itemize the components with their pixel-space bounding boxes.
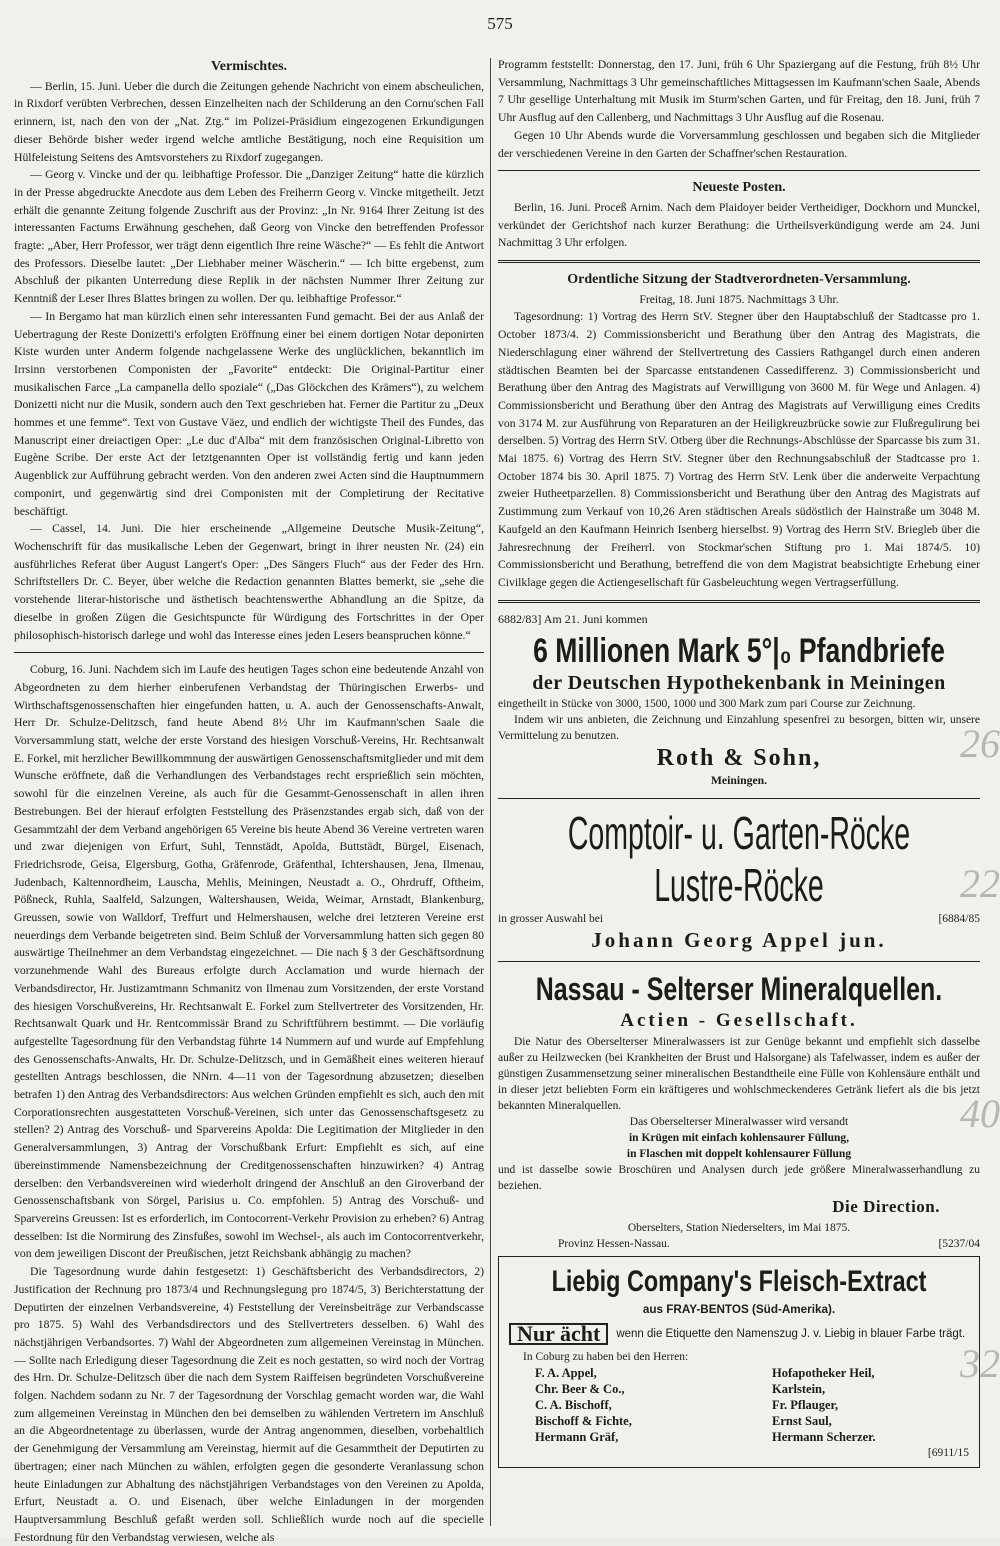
dealer-name: C. A. Bischoff, xyxy=(535,1397,612,1412)
ad-subheadline: aus FRAY-BENTOS (Süd-Amerika). xyxy=(642,1303,836,1317)
ad-reference-number: [5237/04 xyxy=(938,1238,980,1251)
ad-province: Provinz Hessen-Nassau. xyxy=(558,1238,670,1251)
article-coburg-agenda: Die Tagesordnung wurde dahin festgesetzt: 1) Geschäftsbericht des Verbandsdirectors, 2) Justification der Rechnung pro 1873/4 und Rechnungslegung pro 1874/5, 3) Berichterstattung der Deputirten der einzelnen Verbandsvereine, 4) Feststellung der Vereinsbeiträge zur Verbandscasse pro 1875. 5) Wahl des Verbandsdirectors und des Stellvertreters desselben. 6) Wahl des nächstjährigen Verbandsortes. 7) Wahl der Abgeordneten zum allgemeinen Vereinstag in München. — Sollte nach Erledigung dieser Tagesordnung die Zeit es noch gestatten, so wird noch der Vortrag des Hrn. Dr. Schulze-Delitzsch über die nach dem System Raiffeisen begründeten Vorschußvereine folgen. Nachdem sodann zu Nr. 7 der Tagesordnung der Vorschlag gemacht worden war, die Wahl zum allgemeinen Vereinstag in München den bei demselben zu wählenden Vertretern im Anschluß an die Abgeordnetentage zu überlassen, wurde der Antrag angenommen, dieselben, vorbehaltlich der Genehmigung der Versammlung am Vereinstag, hiermit auf die Gesammtheit der Deputirten zu übertragen; einer nach München zu wählen, erfolgten gegen die gesonderte Veranlassung schon heute Einladungen zur Abhaltung des nächstjährigen Verbandstages von den Vereinen zu Apolda, Erfurt, Neustadt a. O. und Eisenach, über welche Einladungen in der morgenden Hauptversammlung Beschluß gefaßt werden soll. Schließlich wurde noch auf die specielle Festordnung für den Verbandstag verwiesen, welche als xyxy=(14,1265,484,1544)
article-berlin: — Berlin, 15. Juni. Ueber die durch die Zeitungen gehende Nachricht von einem abscheulichen, in Rixdorf verübten Verbrechen, dessen Einzelheiten nach der Schilderung an den Cornu'schen Fall erinnern, ist, nach den von der „Nat. Ztg.“ im Polizei-Präsidium eingezogenen Erkundigungen dieser Behörde bisher weder irgend welche amtliche Bestätigung, noch eine Requisition um Hülfeleistung Seitens des Amtsvorstehers zu Rixdorf zugegangen. xyxy=(14,79,484,164)
margin-mark: 40 xyxy=(960,1091,1000,1136)
dealer-name: Hofapotheker Heil, xyxy=(772,1365,875,1380)
ad-reference xyxy=(498,611,980,629)
ad-text: in Flaschen mit doppelt kohlensaurer Füllung xyxy=(626,1148,852,1161)
dealer-name: Ernst Saul, xyxy=(772,1413,832,1428)
ad-text: und ist dasselbe sowie Broschüren und Analysen durch jede größere Mineralwasserhandlung zu beziehen. xyxy=(498,1164,980,1193)
ad-headline: Comptoir- u. Garten-Röcke xyxy=(567,807,911,860)
ad-headline: Liebig Company's Fleisch-Extract xyxy=(551,1265,927,1299)
right-column xyxy=(498,56,980,1531)
ad-text: Das Oberselterser Mineralwasser wird versandt xyxy=(629,1116,849,1129)
ad-text: eingetheilt in Stücke von 3000, 1500, 1000 und 300 Mark zum pari Course zur Zeichnung. xyxy=(498,698,916,711)
divider xyxy=(498,260,980,263)
dealer-name: Hermann Gräf, xyxy=(535,1429,619,1444)
ad-signature: Die Direction. xyxy=(832,1197,940,1217)
ad-reference-number: 6882/83] xyxy=(498,611,542,626)
council-date: Freitag, 18. Juni 1875. Nachmittags 3 Uhr. xyxy=(639,292,839,306)
divider xyxy=(498,961,980,962)
dealer-name: Karlstein, xyxy=(772,1381,826,1396)
ad-nur-aecht: Nur ächt xyxy=(509,1323,608,1345)
ad-roecke xyxy=(498,807,980,953)
article-cassel: — Cassel, 14. Juni. Die hier erscheinende „Allgemeine Deutsche Musik-Zeitung“, Wochenschrift für das musikalische Leben der Gegenwart, bringt in ihrer neusten Nr. (24) ein ausführliches Referat über August Langert's Oper: „Des Sängers Fluch“ aus der Feder des Hrn. Schriftstellers Dr. C. Beyer, über welche die Redaction genannten Blattes bemerkt, sie „sehe die vorstehende literar-historische und ästhetisch beachtenswerthe Abhandlung an die Spitze, da dieselbe in großen Zügen die Gesichtspuncte für Würdigung des Fortschrittes in der Oper philosophisch-historisch darlege und wohl das Interesse eines jeden Lesers beanspruchen könne.“ xyxy=(14,522,484,642)
ad-headline: Nassau - Selterser Mineralquellen. xyxy=(535,971,943,1008)
margin-mark: 22 xyxy=(960,861,1000,906)
dealer-name: Fr. Pflauger, xyxy=(772,1397,839,1412)
ad-text: in grosser Auswahl bei xyxy=(498,913,604,926)
ad-note: wenn die Etiquette den Namenszug J. v. Liebig in blauer Farbe trägt. xyxy=(616,1327,966,1340)
divider xyxy=(498,170,980,171)
ad-firm-name: Johann Georg Appel jun. xyxy=(591,928,887,953)
council-heading: Ordentliche Sitzung der Stadtverordneten-Versammlung. xyxy=(567,272,911,288)
column-divider xyxy=(490,58,491,1526)
margin-mark: 32 xyxy=(960,1341,1000,1386)
ad-intro: In Coburg zu haben bei den Herren: xyxy=(523,1350,689,1363)
article-coburg-closing: Gegen 10 Uhr Abends wurde die Vorversammlung geschlossen und begaben sich die Mitglieder der verschiedenen Vereine in den Garten der Schaffner'schen Restauration. xyxy=(498,128,980,160)
article-coburg-continued: Programm feststellt: Donnerstag, den 17. Juni, früh 6 Uhr Spaziergang auf die Festung, früh 8½ Uhr Versammlung, Nachmittags 3 Uhr gemeinschaftliches Mittagsessen im Kaufmann'schen Saale, Abends 7 Uhr gesellige Unterhaltung mit Musik im Sturm'schen Garten, und für Freitag, den 18. Juni, früh 7 Uhr Ausflug auf den Callenberg, und Nachmittags 3 Uhr Ausflug auf die Rosenau. xyxy=(498,58,980,125)
ad-text: Indem wir uns anbieten, die Zeichnung und Einzahlung spesenfrei zu besorgen, bitten wir, unsere Vermittelung zu benutzen. xyxy=(498,714,980,743)
ad-headline: Lustre-Röcke xyxy=(654,859,824,912)
ad-pfandbriefe xyxy=(498,611,980,790)
ad-place: Oberselters, Station Niederselters, im Mai 1875. xyxy=(627,1222,851,1235)
article-bergamo: — In Bergamo hat man kürzlich einen sehr interessanten Fund gemacht. Bei der aus Anlaß der Uebertragung der Reste Donizetti's erfolgten Eröffnung einer bei einem dortigen Notar deponirten Kiste wurden unter Anderm folgende nachgelassene Werke des unglücklichen, bekanntlich im Irrsinn verstorbenen Componisten der „Favorite“ entdeckt: Die Original-Partitur einer musikalischen Farce „La campanella dello spoziale“ („Das Glöckchen des Krämers“), zu welchem Donizetti nicht nur die Musik, sondern auch den Text geschrieben hat. Ferner die Partitur zu „Deux hommes et une femme“. Text von Gustave Väez, und endlich der wichtigste Theil des Fundes, das Manuscript einer dreiactigen Oper: „Le duc d'Alba“ mit dem französischen Original-Libretto von Eugène Scribe. Der erste Act der letztgenannten Oper ist vollständig fertig und kann jeden Augenblick zur Aufführung gebracht werden. Von den anderen zwei Acten sind die Hauptnummern componirt, und gegenwärtig sind drei Componisten mit der Completirung der Recitative beschäftigt. xyxy=(14,309,484,518)
dealer-name: Chr. Beer & Co., xyxy=(535,1381,625,1396)
ad-text: Die Natur des Oberselterser Mineralwassers ist zur Genüge bekannt und empfiehlt sich dasselbe außer zu Heilzwecken (bei Krankheiten der Brust und Halsorgane) als Tafelwasser, indem es außer der günstigen Zusammensetzung seiner mineralischen Bestandtheile eine Fülle von Kohlensäure enthält und in dieser jetzt beliebten Form ein kräftigeres und wohlschmeckenderes Getränk liefert als die bis jetzt bekannten Mineralquellen. xyxy=(498,1036,980,1113)
ad-subheadline: Actien - Gesellschaft. xyxy=(620,1010,858,1032)
ad-headline: 6 Millionen Mark 5°|₀ Pfandbriefe xyxy=(533,632,945,671)
news-heading: Neueste Posten. xyxy=(692,180,786,196)
divider xyxy=(498,600,980,603)
dealer-name: Hermann Scherzer. xyxy=(772,1429,876,1444)
margin-mark: 26 xyxy=(960,721,1000,766)
dealer-list xyxy=(509,1365,969,1445)
ad-subheadline: der Deutschen Hypothekenbank in Meiningen xyxy=(532,672,946,695)
article-vincke: — Georg v. Vincke und der qu. leibhaftige Professor. Die „Danziger Zeitung“ hatte die kürzlich in der Presse abgedruckte Anecdote aus dem Leben des Freiherrn Georg v. Vincke mitgetheilt. Jetzt erhält die genannte Zeitung folgende Zuschrift aus der Provinz: „In Nr. 9164 Ihrer Zeitung ist des interessanten Factums Erwähnung geschehen, daß Georg von Vincke den betreffenden Professor fragte: „Aber, Herr Professor, wer trägt denn eigentlich Ihre reine Wäsche?“ — Es fehlt die Antwort des Professors. Dieselbe lautet: „Der Liebhaber meiner Wäscherin.“ — Ich bitte ergebenst, zum Abschluß der pikanten Unterredung diese Replik in der nächsten Nummer Ihrer Zeitung zur Kenntniß der Leser Ihres Blattes bringen zu wollen. Der qu. leibhaftige Professor.“ xyxy=(14,168,484,306)
news-text: Berlin, 16. Juni. Proceß Arnim. Nach dem Plaidoyer beider Vertheidiger, Dockhorn und Munckel, verkündet der Gerichtshof nach kurzer Berathung: die Urtheilsverkündigung werde am 24. Juni Nachmittag 3 Uhr erfolgen. xyxy=(498,200,980,250)
dealer-name: Bischoff & Fichte, xyxy=(535,1413,632,1428)
ad-selters xyxy=(498,970,980,1252)
ad-liebig xyxy=(498,1256,980,1467)
ad-reference-number: [6911/15 xyxy=(927,1446,969,1459)
ad-text: in Krügen mit einfach kohlensaurer Füllung, xyxy=(628,1132,850,1145)
ad-firm-city: Meiningen. xyxy=(710,774,768,788)
ad-firm-name: Roth & Sohn, xyxy=(656,745,822,772)
dealer-name: F. A. Appel, xyxy=(535,1365,597,1380)
ad-date-line: Am 21. Juni kommen xyxy=(543,611,648,626)
section-title: Vermischtes. xyxy=(210,59,288,74)
article-coburg: Coburg, 16. Juni. Nachdem sich im Laufe des heutigen Tages schon eine bedeutende Anzahl von Abgeordneten zu dem hierher einberufenen Verbandstag der Thüringischen Erwerbs- und Wirthschaftsgenossenschaften hier eingefunden hatten, u. A. auch der Genossenschafts-Anwalt, Herr Dr. Schulze-Delitzsch, fand heute Abend 8½ Uhr im Kaufmann'schen Saale die Vorversammlung statt, welche der erste Vorstand des hiesigen Vorschuß-Vereins, Hr. Rechtsanwalt E. Forkel, mit herzlicher Bewillkommnung der auswärtigen Genossenschaftsmitglieder und mit dem Wunsche eröffnete, daß die Verhandlungen des Verbandstages recht ersprießlich sein möchten, sowohl für die einzelnen Vereine, als auch für die Gesammt-Genossenschaft in allen ihren Bestrebungen. Bei der hierauf erfolgten Feststellung des Präsenzstandes ergab sich, daß von der Gesammtzahl der dem Verband angehörigen 65 Vereine bis heute Abend 36 Vereine vertreten waren und zwar diejenigen von Erfurt, Suhl, Tennstädt, Apolda, Buttstädt, Bürgel, Eisenach, Friedrichsrode, Geisa, Elgersburg, Gotha, Gräfenrode, Gräfenthal, Ichtershausen, Jena, Ilmenau, Judenbach, Kaltennordheim, Lauscha, Mehlis, Meiningen, Neustadt a. O., Ohrdruff, Oftheim, Pößneck, Ruhla, Saalfeld, Salzungen, Waltershausen, Weida, Weimar, Arnstadt, Blankenburg, Greussen, sowie von Walldorf, Treffurt und Helmershausen, welche drei letzteren Vereine erst neuerdings dem Verbande beigetreten sind. Beim Schluß der Vorversammlung hatten sich gegen 80 auswärtige Theilnehmer an dem Verbandstag eingezeichnet. — Die nach § 3 der Geschäftsordnung vorzunehmende Wahl des Bureaus erfolgte durch Acclamation und wurde hiernach der Verbandsdirector, Hr. Justizamtmann Schmanitz von Ilmenau zum Vorsitzenden, der erste Vorstand des hiesigen Vorschußvereins, Hr. Rechtsanwalt E. Forkel zum Stellvertreter des Vorsitzenden, Hr. Rechtsanwalt Quark und Hr. Rentcommissär Brand zu Schriftführern bestimmt. — Die vorläufig aufgestellte Tagesordnung für den Verbandstag führte 14 Nummern auf und wurde auf Empfehlung des Genossenschafts-Anwalts, Hr. Dr. Schulze-Delitzsch, und in Gemäßheit eines weiteren hierauf gestellten Antrags beschlossen, die NNrn. 4—11 von der Tagesordnung abzusetzen; dieselben betrafen 1) den Antrag des Verbandsdirectors: Aus welchen Gründen empfiehlt es sich, auch den mit Corporationsrechten ausgestatteten Vorschuß-Vereinen, sich unter das Genossenschaftsgesetz zu stellen? 2) Antrag des Vorschuß- und Sparvereins Apolda: Die Legitimation der Mitglieder in den Generalversammlungen, 3) Antrag der Vorschußbank Erfurt: Empfiehlt es sich, auf eine übereinstimmende Namensbezeichnung der Creditgenossenschaften hinzuwirken? 4) Antrag derselben: den Verbandsvereinen wird wiederholt dringend der Anschluß an den Giroverband der Genossenschaftsbank von Sörgel, Parisius u. Co. empfohlen. 5) Antrag des Vorschuß- und Sparvereins Greussen: Ist es erforderlich, im Contocorrent-Verkehr Provision zu erheben? 6) Antrag desselben: Ist die Normirung des Zinsfußes, sowohl im Wechsel-, als auch im Contocorrentverkehr, von dem jeweiligen Discont der Preußischen, jetzt Reichsbank abhängig zu machen? xyxy=(14,663,484,1261)
divider xyxy=(14,652,484,653)
ad-reference-number: [6884/85 xyxy=(938,913,980,926)
page-number: 575 xyxy=(487,14,513,33)
left-column xyxy=(14,56,484,1544)
council-agenda: Tagesordnung: 1) Vortrag des Herrn StV. Stegner über den Hauptabschluß der Stadtcasse pro 1. October 1873/4. 2) Commissionsbericht und Berathung über den Antrag des Magistrats, die Niederschlagung einer während der Stellvertretung des Cassiers Rathgangel durch einen anderen städtischen Beamten bei der Sparcasse entstandenen Cassedifferenz. 3) Commissionsbericht und Berathung über den Antrag des Magistrats auf Verwilligung von 3600 M. für Wege und Anlagen. 4) Commissionsbericht und Berathung über den Antrag des Magistrats auf Verwilligung eines Credits von 3174 M. zur Ausführung von Reparaturen an der Heiligkreuzbrücke sowie zur Flußregulirung bei derselben. 5) Vortrag des Herrn StV. Otberg über die Rechnungs-Abschlüsse der Sparcasse bis zum 31. Mai 1875. 6) Vortrag des Herrn StV. Stegner über den Rechnungsabschluß der Stadtcasse pro 1. October 1874 bis 30. April 1875. 7) Vortrag des Herrn StV. Lenk über die anderweite Verpachtung zweier Hutheetparzellen. 8) Commissionsbericht und Berathung über den Antrag des Magistrats auf Zustimmung zum Verkauf von 10,26 Aren städtischen Areals südöstlich der Hainstraße um 3048 M. Kaufgeld an den Kaufmann Heinrich Isenberg hierselbst. 9) Vortrag des Herrn StV. Briegleb über die Jahresrechnung der Freiherrl. von Stockmar'schen Stiftung pro 1. Mai 1874/5. 10) Commissionsbericht und Berathung, betreffend die von dem Magistrat beabsichtigte Erhebung einer Civilklage gegen die Actiengesellschaft für Gasbeleuchtung wegen Vertragserfüllung. xyxy=(498,310,980,589)
divider xyxy=(498,798,980,799)
